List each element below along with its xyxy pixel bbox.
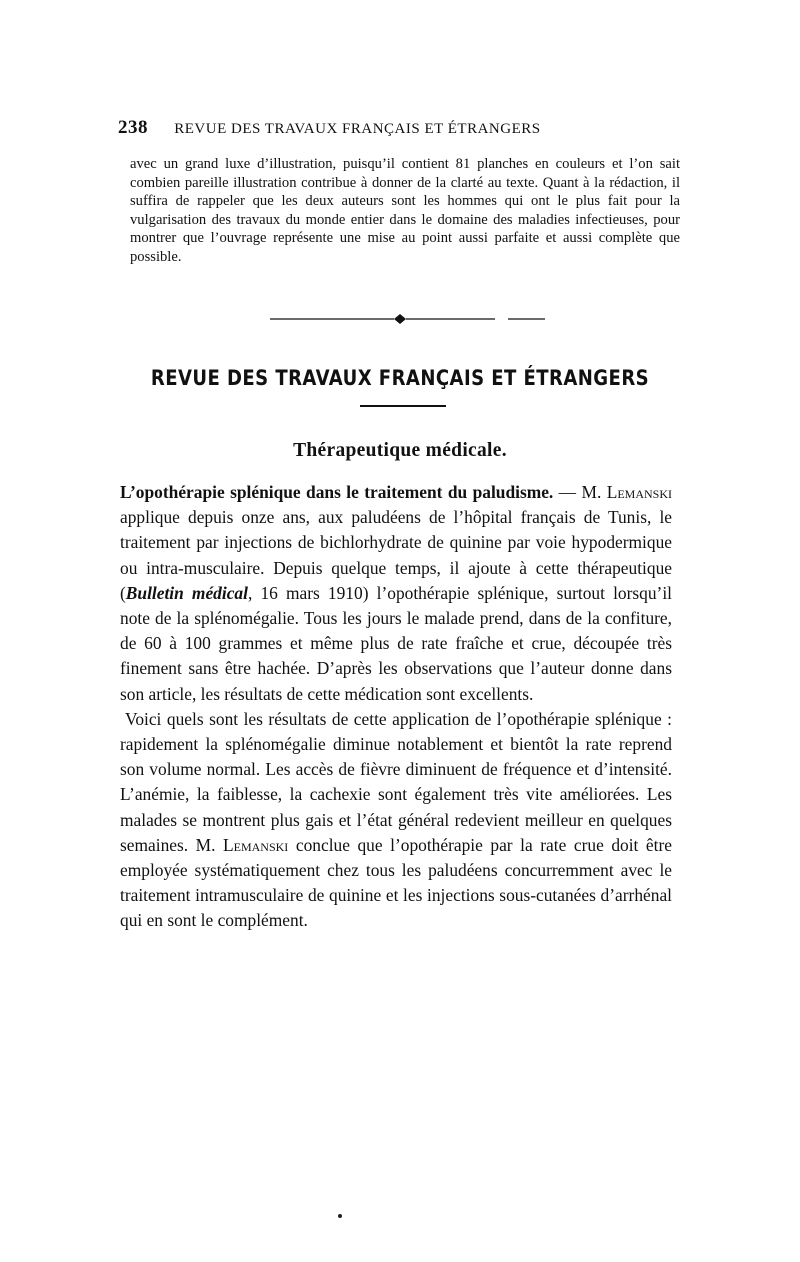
subsection-title: Thérapeutique médicale. (293, 440, 507, 461)
article-body (120, 480, 672, 934)
intro-paragraph-block (130, 155, 680, 267)
paragraph-2-part-b: conclue que l’opothérapie par la rate crue doit être employée systématiquement chez tous les paludéens concurremment avec le traitement intramusculaire de quinine et les injections sous-cutanées d’arrhénal qui en sont le complément. (120, 834, 672, 931)
author-name-2: Lemanski (223, 834, 289, 855)
title-rule (360, 405, 446, 407)
author-name: Lemanski (606, 482, 672, 502)
journal-citation: Bulletin médical (125, 582, 248, 603)
intro-paragraph: avec un grand luxe d’illustration, puisqu’il contient 81 planches en couleurs et l’on sait combien pareille illustration contribue à donner de la clarté au texte. Quant à la rédaction, il suffira de rappeler que les deux auteurs sont les hommes qui ont le plus fait pour la vulgarisation des travaux du monde entier dans le domaine des maladies infectieuses, pour montrer que l’ouvrage représente une mise au point aussi parfaite et aussi complète que possible. (130, 156, 680, 265)
paragraph-1-part-b: applique depuis onze ans, aux paludéens de l’hôpital français de Tunis, le traitement par injections de bichlorhydrate de quinine par voie hypodermique ou intra-musculaire. Depuis quelque temps, il ajoute à cette thérapeutique ( (120, 507, 672, 603)
paragraph-1-part-c: , 16 mars 1910) l’opothérapie splénique, surtout lorsqu’il note de la splénomégalie. Tous les jours le malade prend, dans de la confiture, de 60 à 100 grammes et même plus de rate fraîche et crue, découpée très finement sans être hachée. D’après les observations que l’auteur donne dans son article, les résultats de cette médication sont excellents. (120, 582, 673, 704)
article-title: L’opothérapie splénique dans le traitement du paludisme. (120, 482, 554, 502)
paragraph-1-part-a: — M. (553, 482, 607, 502)
paragraph-2-part-a: Voici quels sont les résultats de cette application de l’opothérapie splénique : rapidement la splénomégalie diminue notablement et bientôt la rate reprend son volume normal. Les accès de fièvre diminuent de fréquence et d’intensité. L’anémie, la faiblesse, la cachexie sont également très vite améliorées. Les malades se montrent plus gais et l’état général redevient meilleur en quelques semaines. M. (120, 708, 672, 855)
running-header (118, 117, 678, 139)
stray-ink-mark (338, 1214, 342, 1218)
article-paragraph-2 (120, 707, 672, 934)
separator-ornament (270, 312, 545, 326)
page-number: 238 (118, 117, 148, 138)
running-title: REVUE DES TRAVAUX FRANÇAIS ET ÉTRANGERS (174, 121, 541, 137)
article-paragraph-1 (120, 480, 672, 707)
section-title: REVUE DES TRAVAUX FRANÇAIS ET ÉTRANGERS (150, 366, 650, 390)
